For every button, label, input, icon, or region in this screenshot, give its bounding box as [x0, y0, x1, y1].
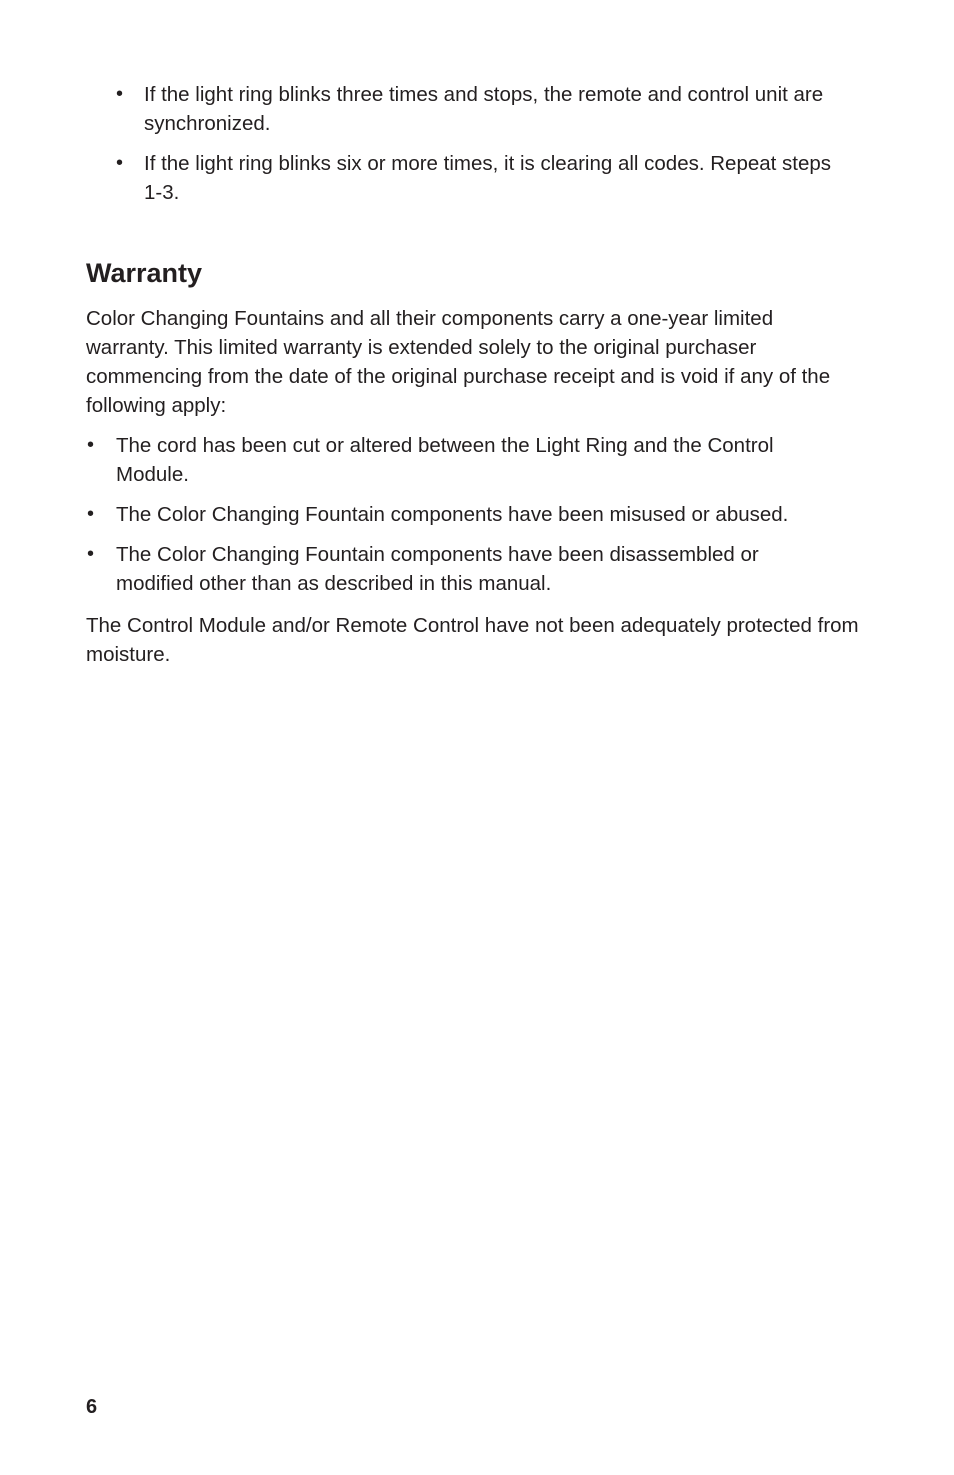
- bullet-glyph: •: [87, 503, 95, 525]
- warranty-void-conditions-list: [87, 431, 836, 609]
- list-item-text: The Color Changing Fountain components have been disassembled or modified other than as described in this manual.: [116, 543, 759, 595]
- list-item: [116, 149, 844, 207]
- bullet-glyph: •: [87, 543, 95, 565]
- bullet-glyph: •: [116, 152, 124, 174]
- warranty-closing-paragraph: The Control Module and/or Remote Control have not been adequately protected from moisture.: [86, 614, 859, 666]
- list-item: [87, 431, 836, 489]
- list-item-text: The Color Changing Fountain components have been misused or abused.: [116, 503, 789, 526]
- sync-status-list: [116, 80, 844, 218]
- list-item: [87, 540, 836, 598]
- list-item-text: If the light ring blinks three times and stops, the remote and control unit are synchronized.: [144, 83, 824, 135]
- warranty-intro-paragraph: Color Changing Fountains and all their components carry a one-year limited warranty. This limited warranty is extended solely to the original purchaser commencing from the date of the original purchase receipt and is void if any of the following apply:: [86, 307, 831, 417]
- list-item-text: The cord has been cut or altered between the Light Ring and the Control Module.: [116, 434, 774, 486]
- bullet-glyph: •: [116, 83, 124, 105]
- warranty-heading: Warranty: [86, 258, 203, 288]
- list-item: [87, 500, 836, 529]
- bullet-glyph: •: [87, 434, 95, 456]
- list-item-text: If the light ring blinks six or more times, it is clearing all codes. Repeat steps 1-3.: [144, 152, 832, 204]
- page-number: 6: [86, 1396, 98, 1418]
- list-item: [116, 80, 844, 138]
